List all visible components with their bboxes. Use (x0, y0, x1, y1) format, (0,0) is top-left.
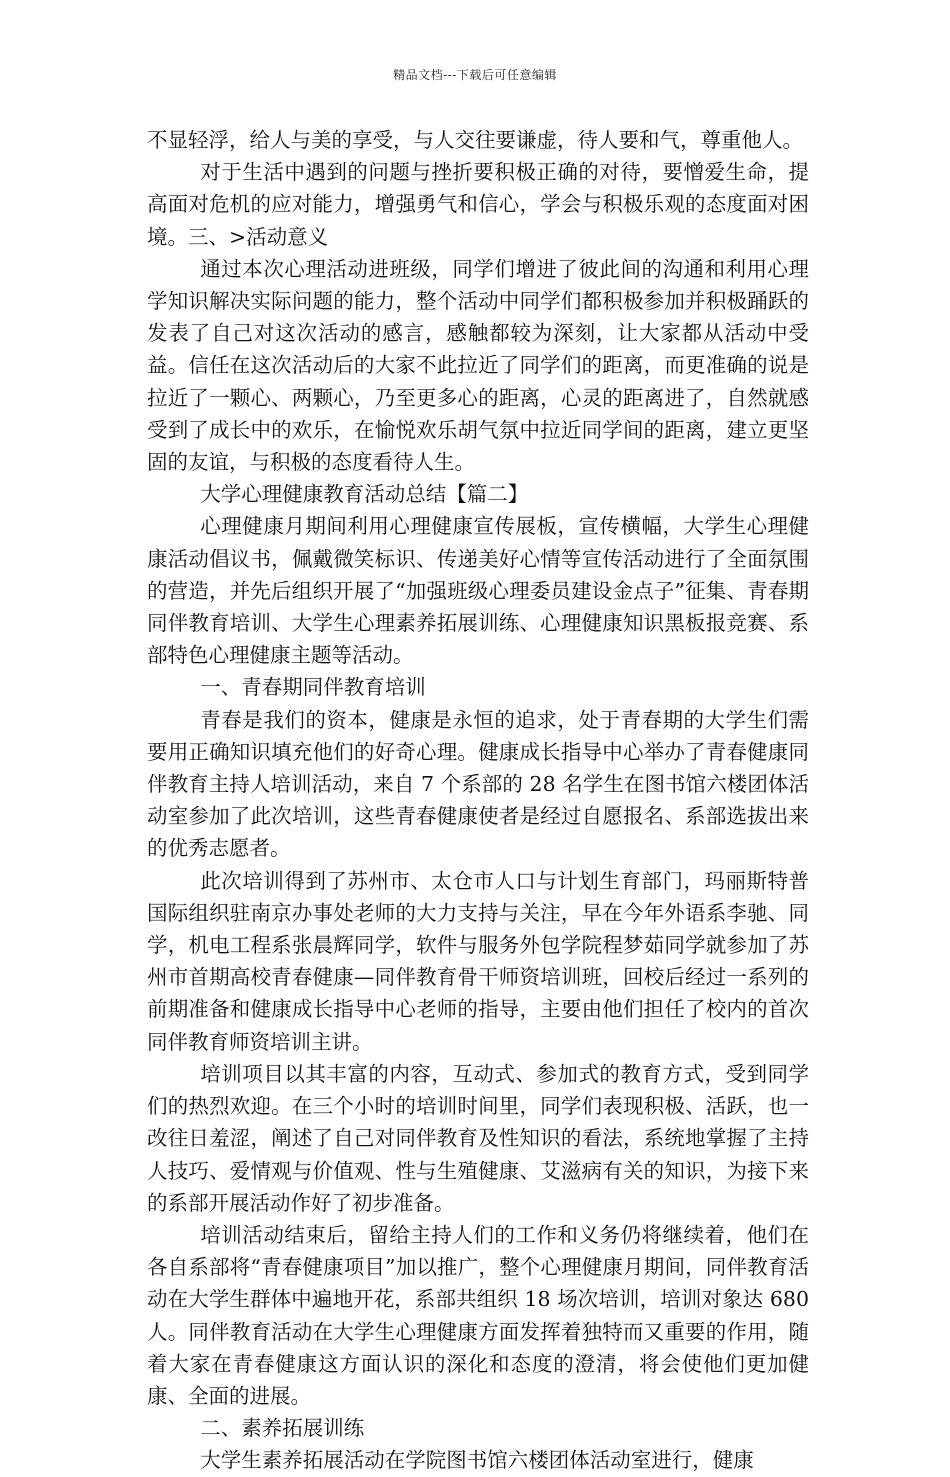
paragraph: 通过本次心理活动进班级，同学们增进了彼此间的沟通和利用心理学知识解决实际问题的能力，整个活动中同学们都积极参加并积极踊跃的发表了自己对这次活动的感言，感触都较为深刻，让大家都从活动中受益。信任在这次活动后的大家不此拉近了同学们的距离，而更准确的说是拉近了一颗心、两颗心，乃至更多心的距离，心灵的距离进了，自然就感受到了成长中的欢乐，在愉悦欢乐胡气氛中拉近同学间的距离，建立更坚固的友谊，与积极的态度看待人生。 (147, 256, 809, 475)
paragraph: 不显轻浮，给人与美的享受，与人交往要谦虚，待人要和气，尊重他人。 (147, 128, 803, 152)
page-header: 精品文档---下载后可任意编辑 (393, 68, 557, 82)
paragraph: 对于生活中遇到的问题与挫折要积极正确的对待，要憎爱生命，提高面对危机的应对能力，增强勇气和信心，学会与积极乐观的态度面对困境。三、>活动意义 (147, 160, 809, 249)
section-title: 大学心理健康教育活动总结【篇二】 (200, 482, 529, 507)
section-heading: 一、青春期同伴教育培训 (200, 675, 426, 700)
document-body (147, 124, 809, 1477)
paragraph: 培训项目以其丰富的内容，互动式、参加式的教育方式，受到同学们的热烈欢迎。在三个小时的培训时间里，同学们表现积极、活跃，也一改往日羞涩，阐述了自己对同伴教育及性知识的看法，系统地掌握了主持人技巧、爱情观与价值观、性与生殖健康、艾滋病有关的知识，为接下来的系部开展活动作好了初步准备。 (147, 1061, 809, 1215)
paragraph: 青春是我们的资本，健康是永恒的追求，处于青春期的大学生们需要用正确知识填充他们的好奇心理。健康成长指导中心举办了青春健康同伴教育主持人培训活动，来自 7 个系部的 28 名学生在图书馆六楼团体活动室参加了此次培训，这些青春健康使者是经过自愿报名、系部选拔出来的优秀志愿者。 (147, 707, 809, 861)
paragraph: 培训活动结束后，留给主持人们的工作和义务仍将继续着，他们在各自系部将“青春健康项目”加以推广，整个心理健康月期间，同伴教育活动在大学生群体中遍地开花，系部共组织 18 场次培训，培训对象达 680 人。同伴教育活动在大学生心理健康方面发挥着独特而又重要的作用，随着大家在青春健康这方面认识的深化和态度的澄清，将会使他们更加健康、全面的进展。 (147, 1222, 809, 1408)
paragraph: 大学生素养拓展活动在学院图书馆六楼团体活动室进行，健康 (200, 1448, 754, 1473)
paragraph: 心理健康月期间利用心理健康宣传展板，宣传横幅，大学生心理健康活动倡议书，佩戴微笑标识、传递美好心情等宣传活动进行了全面氛围的营造，并先后组织开展了“加强班级心理委员建设金点子”征集、青春期同伴教育培训、大学生心理素养拓展训练、心理健康知识黑板报竞赛、系部特色心理健康主题等活动。 (147, 514, 809, 668)
section-heading: 二、素养拓展训练 (200, 1416, 365, 1441)
paragraph: 此次培训得到了苏州市、太仓市人口与计划生育部门，玛丽斯特普国际组织驻南京办事处老师的大力支持与关注，早在今年外语系李驰、同学，机电工程系张晨辉同学，软件与服务外包学院程梦茹同学就参加了苏州市首期高校青春健康—同伴教育骨干师资培训班，回校后经过一系列的前期准备和健康成长指导中心老师的指导，主要由他们担任了校内的首次同伴教育师资培训主讲。 (147, 868, 809, 1054)
